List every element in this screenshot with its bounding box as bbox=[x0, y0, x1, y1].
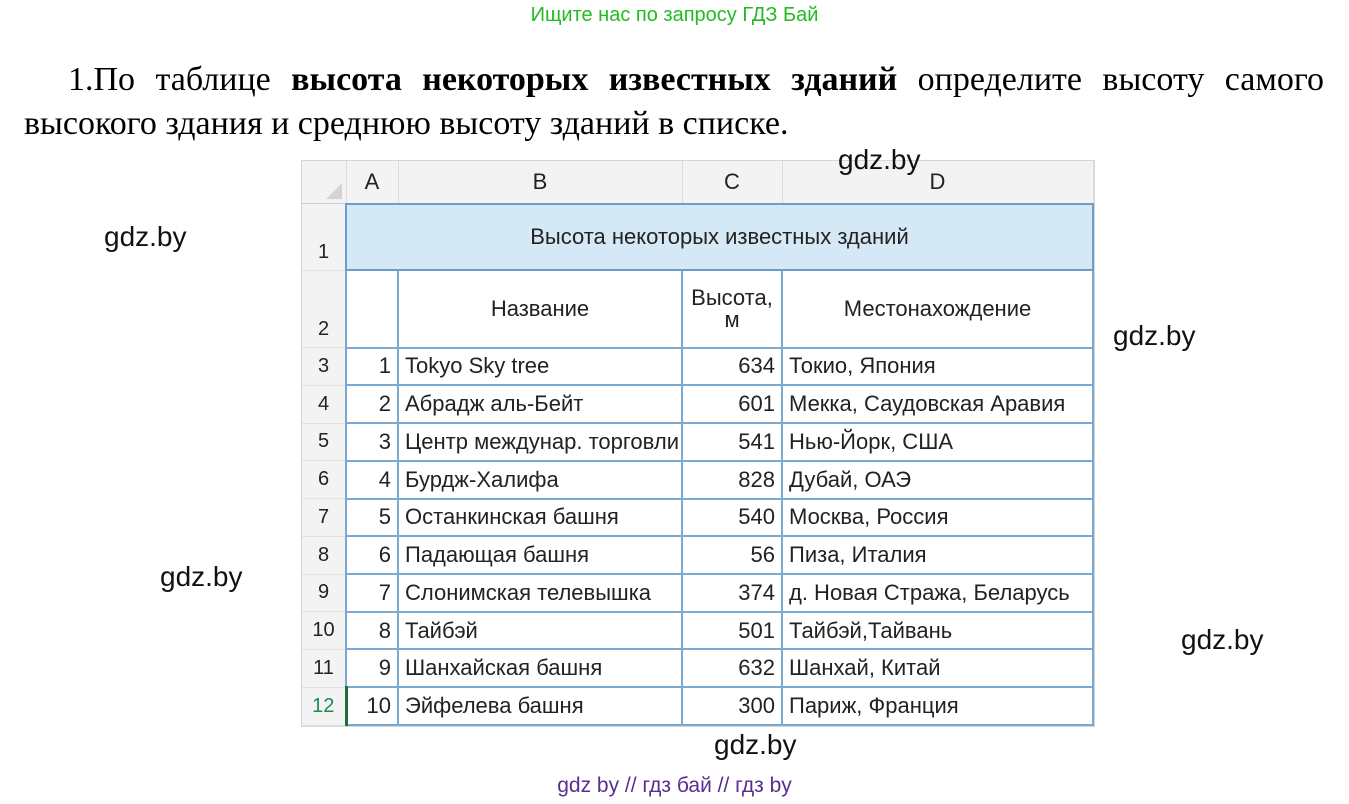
column-header: D bbox=[782, 161, 1093, 204]
task-before: По таблице bbox=[93, 61, 292, 98]
column-header: C bbox=[682, 161, 782, 204]
cell-name: Tokyo Sky tree bbox=[398, 348, 682, 386]
row-header: 12 bbox=[302, 687, 346, 725]
cell-location: Мекка, Саудовская Аравия bbox=[782, 385, 1093, 423]
watermark: gdz.by bbox=[1113, 320, 1196, 351]
cell-height: 540 bbox=[682, 499, 782, 537]
height-label: Высота, bbox=[691, 284, 773, 310]
search-hint-link[interactable]: Ищите нас по запросу ГДЗ Бай bbox=[530, 4, 819, 26]
cell-height: 300 bbox=[682, 687, 782, 725]
table-title: Высота некоторых известных зданий bbox=[346, 204, 1093, 270]
row-header: 10 bbox=[302, 612, 346, 650]
table-row bbox=[302, 423, 1093, 461]
row-header: 6 bbox=[302, 461, 346, 499]
cell-height: 828 bbox=[682, 461, 782, 499]
cell-height: 634 bbox=[682, 348, 782, 386]
row-header: 8 bbox=[302, 536, 346, 574]
table-row bbox=[302, 461, 1093, 499]
watermark: gdz.by bbox=[838, 144, 921, 175]
task-after: определите высоту самого высокого здания и среднюю высоту зданий в списке. bbox=[24, 61, 1324, 142]
cell-number: 9 bbox=[346, 649, 398, 687]
row-header: 2 bbox=[302, 270, 346, 348]
table-row bbox=[302, 536, 1093, 574]
header-cell-number bbox=[346, 270, 398, 348]
watermark: gdz.by bbox=[1181, 624, 1264, 655]
cell-location: Москва, Россия bbox=[782, 499, 1093, 537]
header-cell-height bbox=[682, 270, 782, 348]
cell-number: 2 bbox=[346, 385, 398, 423]
cell-number: 3 bbox=[346, 423, 398, 461]
row-header: 11 bbox=[302, 649, 346, 687]
height-unit: м bbox=[724, 306, 740, 332]
cell-name: Падающая башня bbox=[398, 536, 682, 574]
cell-name: Слонимская телевышка bbox=[398, 574, 682, 612]
select-all-corner bbox=[302, 161, 346, 204]
cell-location: Нью-Йорк, США bbox=[782, 423, 1093, 461]
column-header: B bbox=[398, 161, 682, 204]
cell-name: Абрадж аль-Бейт bbox=[398, 385, 682, 423]
watermark: gdz.by bbox=[714, 729, 797, 760]
task-bold: высота некоторых известных зданий bbox=[291, 61, 898, 98]
cell-number: 7 bbox=[346, 574, 398, 612]
cell-height: 541 bbox=[682, 423, 782, 461]
task-text bbox=[24, 58, 1324, 146]
cell-height: 632 bbox=[682, 649, 782, 687]
table-row bbox=[302, 574, 1093, 612]
cell-location: Пиза, Италия bbox=[782, 536, 1093, 574]
cell-height: 601 bbox=[682, 385, 782, 423]
cell-name: Центр междунар. торговли bbox=[398, 423, 682, 461]
spreadsheet-image bbox=[301, 160, 1095, 727]
table-row bbox=[302, 649, 1093, 687]
watermark: gdz.by bbox=[104, 221, 187, 252]
cell-location: Дубай, ОАЭ bbox=[782, 461, 1093, 499]
table-row bbox=[302, 499, 1093, 537]
row-header: 5 bbox=[302, 423, 346, 461]
cell-number: 10 bbox=[346, 687, 398, 725]
table-row bbox=[302, 612, 1093, 650]
header-cell-location: Местонахождение bbox=[782, 270, 1093, 348]
table-row bbox=[302, 687, 1093, 725]
cell-name: Останкинская башня bbox=[398, 499, 682, 537]
row-header: 7 bbox=[302, 499, 346, 537]
cell-height: 374 bbox=[682, 574, 782, 612]
table-row bbox=[302, 348, 1093, 386]
cell-name: Тайбэй bbox=[398, 612, 682, 650]
task-number: 1. bbox=[68, 61, 94, 98]
bottom-links[interactable]: gdz by // гдз бай // гдз by bbox=[557, 774, 792, 797]
cell-name: Шанхайская башня bbox=[398, 649, 682, 687]
cell-height: 56 bbox=[682, 536, 782, 574]
cell-location: Париж, Франция bbox=[782, 687, 1093, 725]
watermark: gdz.by bbox=[160, 561, 243, 592]
column-headers bbox=[302, 161, 1093, 204]
cell-number: 1 bbox=[346, 348, 398, 386]
cell-name: Бурдж-Халифа bbox=[398, 461, 682, 499]
cell-number: 8 bbox=[346, 612, 398, 650]
row-header: 4 bbox=[302, 385, 346, 423]
row-header: 9 bbox=[302, 574, 346, 612]
cell-location: д. Новая Стража, Беларусь bbox=[782, 574, 1093, 612]
cell-name: Эйфелева башня bbox=[398, 687, 682, 725]
cell-number: 4 bbox=[346, 461, 398, 499]
table-row bbox=[302, 385, 1093, 423]
header-cell-name: Название bbox=[398, 270, 682, 348]
cell-location: Шанхай, Китай bbox=[782, 649, 1093, 687]
cell-location: Тайбэй,Тайвань bbox=[782, 612, 1093, 650]
cell-height: 501 bbox=[682, 612, 782, 650]
cell-number: 6 bbox=[346, 536, 398, 574]
row-header: 3 bbox=[302, 348, 346, 386]
cell-location: Токио, Япония bbox=[782, 348, 1093, 386]
row-header: 1 bbox=[302, 204, 346, 270]
cell-number: 5 bbox=[346, 499, 398, 537]
column-header: A bbox=[346, 161, 398, 204]
